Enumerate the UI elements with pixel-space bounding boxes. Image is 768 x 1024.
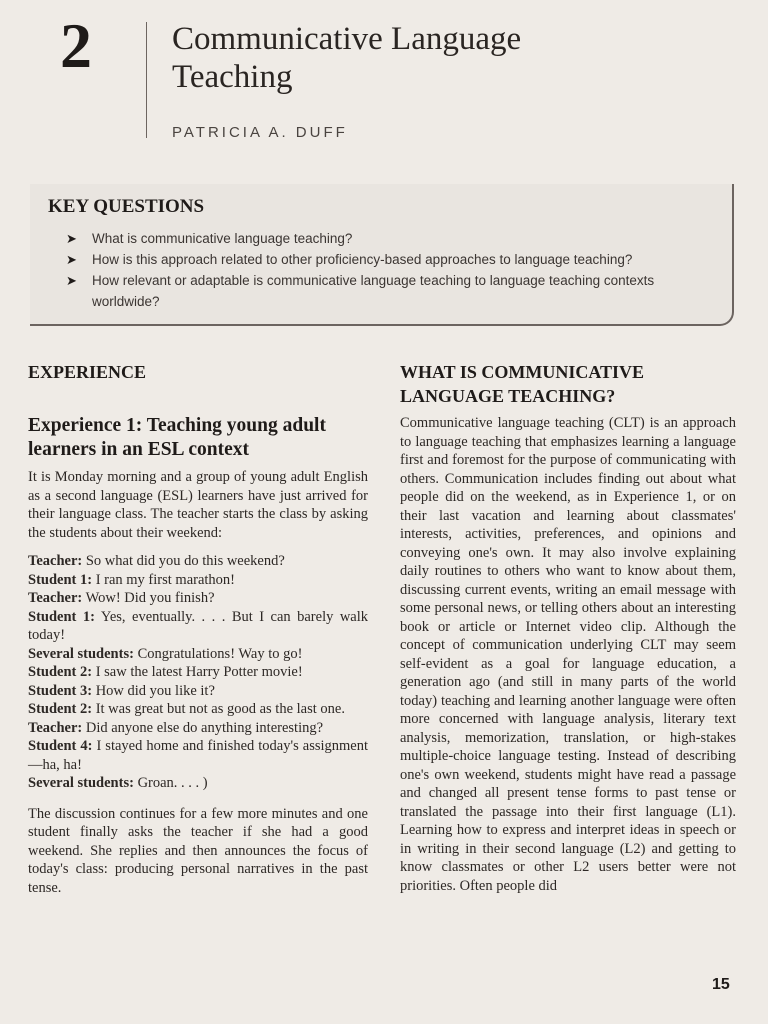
utterance: I ran my first marathon! [92, 571, 236, 588]
speaker: Student 2: [28, 701, 93, 717]
utterance: Wow! Did you finish? [82, 590, 215, 606]
dialogue-line [28, 737, 368, 774]
experience-section-heading: EXPERIENCE [28, 362, 147, 382]
speaker: Student 4: [28, 738, 93, 754]
key-question-text: How relevant or adaptable is communicative language teaching to language teaching contexts worldwide? [92, 273, 655, 309]
chapter-number: 2 [60, 10, 92, 81]
experience-heading: Experience 1: Teaching young adult learners in an ESL context [28, 415, 326, 460]
speaker: Student 1: [28, 608, 95, 625]
utterance: I stayed home and finished today's assignment—ha, ha! [28, 738, 368, 773]
dialogue-line [28, 719, 368, 738]
speaker: Student 1: [28, 571, 93, 588]
key-question-text: How is this approach related to other proficiency-based approaches to language teaching? [92, 252, 633, 267]
chapter-author: PATRICIA A. DUFF [172, 124, 348, 141]
dialogue-line [28, 571, 368, 590]
experience-intro: It is Monday morning and a group of young adult English as a second language (ESL) learners have just arrived for their language class. The teacher starts the class by asking the students about their weekend: [28, 469, 368, 541]
arrow-right-icon: ➤ [66, 273, 77, 288]
dialogue-line [28, 552, 368, 571]
dialogue-line [28, 663, 368, 682]
utterance: I saw the latest Harry Potter movie! [92, 664, 303, 680]
key-questions-box [30, 184, 734, 326]
clt-body: Communicative language teaching (CLT) is an approach to language teaching that emphasizes learning a language first and foremost for the purpose of communicating with others. Communication includes finding out about what people did on the weekend, as in Experience 1, or on their last vacation and learning about classmates' interests, activities, preferences, and opinions and conveying one's own. It may also involve explaining daily routines to others who want to know about them, discussing current events, writing an email message with some personal news, or telling others about an interesting book or article or Internet video clip. Although the concept of communication underlying CLT may seem self-evident as a goal for language education, a generation ago (and still in many parts of the world today) teaching and learning another language were often more concerned with language analysis, literary text analysis, memorization, translation, or high-stakes multiple-choice language testing. Instead of describing one's own weekend, students might have read a passage and changed all present tense forms to past tense or translated the passage into their first language (L1). Learning how to express and interpret ideas in speech or in writing in their second language (L2) and getting to know classmates or other L2 users better were not priorities. Often people did [400, 415, 736, 894]
clt-section-heading: WHAT IS COMMUNICATIVE LANGUAGE TEACHING? [400, 362, 645, 406]
utterance: It was great but not as good as the last one. [92, 701, 345, 717]
page-number: 15 [712, 976, 730, 993]
key-question-text: What is communicative language teaching? [92, 231, 353, 246]
right-column [400, 360, 736, 895]
chapter-divider [146, 22, 147, 138]
chapter-title-line2: Teaching [172, 59, 293, 95]
utterance: So what did you do this weekend? [82, 553, 285, 569]
speaker: Student 3: [28, 682, 93, 699]
chapter-title [172, 20, 521, 96]
dialogue-line [28, 682, 368, 701]
speaker: Several students: [28, 775, 134, 791]
utterance: Groan. . . . ) [133, 775, 208, 791]
speaker: Teacher: [28, 590, 83, 606]
utterance: Did anyone else do anything interesting? [82, 719, 324, 736]
key-questions-title: KEY QUESTIONS [48, 196, 205, 217]
dialogue-line [28, 589, 368, 608]
experience-closing: The discussion continues for a few more minutes and one student finally asks the teacher if she had a good weekend. She replies and then announces the focus of today's class: producing personal narratives in the past tense. [28, 805, 368, 896]
utterance: Yes, eventually. . . . But I can barely walk today! [28, 608, 369, 643]
chapter-title-line1: Communicative Language [172, 21, 522, 57]
dialogue-line [28, 645, 368, 664]
key-question-item [66, 249, 706, 270]
speaker: Teacher: [28, 719, 83, 736]
utterance: Congratulations! Way to go! [133, 645, 303, 662]
dialogue-list [28, 552, 368, 793]
arrow-right-icon: ➤ [66, 231, 77, 246]
left-column [28, 360, 368, 897]
speaker: Student 2: [28, 664, 93, 680]
key-question-item [66, 270, 706, 312]
key-questions-list [66, 228, 706, 312]
speaker: Several students: [28, 645, 134, 662]
key-question-item [66, 228, 706, 249]
utterance: How did you like it? [92, 682, 215, 699]
dialogue-line [28, 608, 368, 645]
speaker: Teacher: [28, 553, 83, 569]
dialogue-line [28, 700, 368, 719]
dialogue-line [28, 774, 368, 793]
arrow-right-icon: ➤ [66, 252, 77, 267]
